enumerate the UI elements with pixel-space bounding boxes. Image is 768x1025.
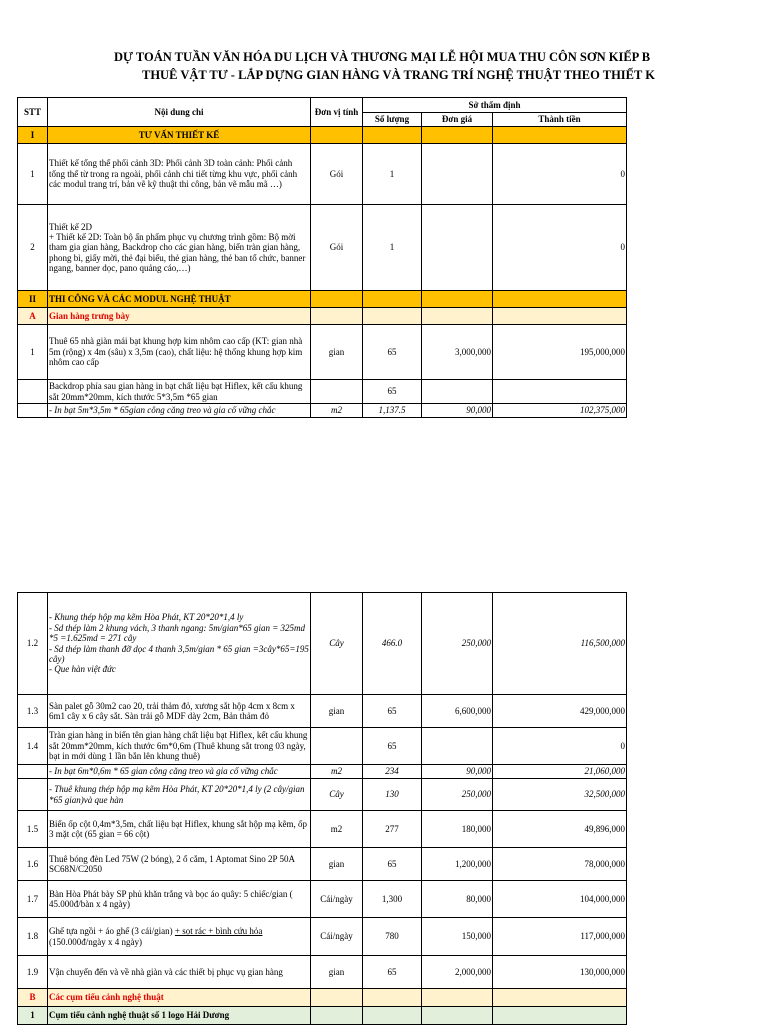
row-content: Tràn gian hàng in biển tên gian hàng chất liệu bạt Hiflex, kết cấu khung sắt 20mm*20mm, kích thước 6m*0,6m (Thuê khung sắt trong 03 ngày, bạt in mới dùng 1 lần bắn lên khung thuê) <box>48 728 311 765</box>
table-row <box>18 127 627 144</box>
row-quantity: 65 <box>363 380 422 404</box>
row-stt: 1.3 <box>18 695 48 728</box>
row-unit: gian <box>311 956 363 989</box>
row-stt: A <box>18 308 48 325</box>
row-quantity <box>363 989 422 1007</box>
row-total: 104,000,000 <box>493 881 627 918</box>
row-unit-price <box>422 205 493 291</box>
row-content: Các cụm tiểu cảnh nghệ thuật <box>48 989 311 1007</box>
row-quantity: 1,300 <box>363 881 422 918</box>
row-total: 130,000,000 <box>493 956 627 989</box>
row-total <box>493 308 627 325</box>
row-quantity: 65 <box>363 848 422 881</box>
document-title-line-2: THUÊ VẬT TƯ - LẮP DỰNG GIAN HÀNG VÀ TRANG TRÍ NGHỆ THUẬT THEO THIẾT K <box>142 68 655 82</box>
table-row <box>18 325 627 380</box>
row-total <box>493 127 627 144</box>
row-content: Thuê 65 nhà giàn mái bạt khung hợp kim nhôm cao cấp (KT: gian nhà 5m (rộng) x 4m (sâu) x 3,5m (cao), chất liệu: hệ thống khung hợp kim nhôm cao cấp <box>48 325 311 380</box>
row-stt: I <box>18 127 48 144</box>
row-quantity: 1 <box>363 144 422 205</box>
row-stt: 1.8 <box>18 918 48 956</box>
row-quantity: 466.0 <box>363 593 422 695</box>
row-unit-price: 1,200,000 <box>422 848 493 881</box>
row-unit: Cây <box>311 779 363 811</box>
row-unit-price <box>422 728 493 765</box>
row-stt <box>18 779 48 811</box>
row-unit <box>311 127 363 144</box>
row-unit-price <box>422 291 493 308</box>
table-row <box>18 695 627 728</box>
row-total <box>493 380 627 404</box>
row-unit-price <box>422 127 493 144</box>
row-total: 49,896,000 <box>493 811 627 848</box>
row-content: Biển ốp cột 0,4m*3,5m, chất liệu bạt Hiflex, khung sắt hộp mạ kẽm, ốp 3 mặt cột (65 gian = 66 cột) <box>48 811 311 848</box>
row-content: Cụm tiểu cảnh nghệ thuật số 1 logo Hải Dương <box>48 1007 311 1025</box>
row-content: - In bạt 6m*0,6m * 65 gian công căng treo và gia cố vững chắc <box>48 765 311 779</box>
table-row <box>18 848 627 881</box>
row-stt: 1 <box>18 1007 48 1025</box>
row-quantity: 1 <box>363 205 422 291</box>
row-stt: 1.4 <box>18 728 48 765</box>
row-content: - Khung thép hộp mạ kẽm Hòa Phát, KT 20*20*1,4 ly - Sd thép làm 2 khung vách, 3 thanh ngang: 5m/gian*65 gian = 325md *5 =1.625md = 271 cây - Sd thép làm thanh đỡ dọc 4 thanh 3,5m/gian * 65 gian =3cây*65=195 cây) - Que hàn việt đức <box>48 593 311 695</box>
row-stt: 2 <box>18 205 48 291</box>
row-unit-price: 250,000 <box>422 779 493 811</box>
row-unit-price <box>422 380 493 404</box>
row-stt: 1 <box>18 144 48 205</box>
row-unit-price <box>422 989 493 1007</box>
row-quantity <box>363 1007 422 1025</box>
row-quantity: 65 <box>363 695 422 728</box>
table-row <box>18 881 627 918</box>
row-stt <box>18 765 48 779</box>
table-row <box>18 144 627 205</box>
table-row <box>18 1007 627 1025</box>
row-unit <box>311 291 363 308</box>
estimate-table-top <box>17 97 627 418</box>
row-unit: Cái/ngày <box>311 918 363 956</box>
row-unit-price: 150,000 <box>422 918 493 956</box>
row-stt: 1.7 <box>18 881 48 918</box>
row-unit <box>311 989 363 1007</box>
row-stt: II <box>18 291 48 308</box>
row-total: 0 <box>493 144 627 205</box>
row-total: 117,000,000 <box>493 918 627 956</box>
row-unit-price: 90,000 <box>422 765 493 779</box>
row-quantity <box>363 291 422 308</box>
row-unit-price: 2,000,000 <box>422 956 493 989</box>
row-total: 78,000,000 <box>493 848 627 881</box>
row-total: 116,500,000 <box>493 593 627 695</box>
table-row <box>18 291 627 308</box>
row-unit <box>311 728 363 765</box>
table-row <box>18 308 627 325</box>
row-unit: m2 <box>311 765 363 779</box>
header-unit: Đơn vị tính <box>311 98 363 127</box>
row-stt: 1.6 <box>18 848 48 881</box>
row-content: Vận chuyển đến và về nhà giàn và các thiết bị phục vụ gian hàng <box>48 956 311 989</box>
row-unit: m2 <box>311 404 363 418</box>
row-total: 429,000,000 <box>493 695 627 728</box>
row-unit-price: 90,000 <box>422 404 493 418</box>
row-content-underlined: + sọt rác + bình cứu hỏa <box>174 926 263 937</box>
row-quantity: 130 <box>363 779 422 811</box>
row-quantity: 65 <box>363 956 422 989</box>
table-row <box>18 779 627 811</box>
row-unit: Cái/ngày <box>311 881 363 918</box>
row-content: Bàn Hòa Phát bày SP phủ khăn trắng và bọc áo quây: 5 chiếc/gian ( 45.000đ/bàn x 4 ngày) <box>48 881 311 918</box>
estimate-table-bottom <box>17 592 627 1025</box>
row-quantity: 780 <box>363 918 422 956</box>
row-total: 21,060,000 <box>493 765 627 779</box>
row-total: 0 <box>493 205 627 291</box>
row-quantity <box>363 308 422 325</box>
header-content: Nội dung chi <box>48 98 311 127</box>
row-unit <box>311 1007 363 1025</box>
row-unit: gian <box>311 325 363 380</box>
table-row <box>18 593 627 695</box>
row-content: Thiết kế tổng thể phối cảnh 3D: Phối cảnh 3D toàn cảnh: Phối cảnh tổng thể từ trong ra ngoài, phối cảnh chi tiết từng khu vực, phối cảnh các modul trang trí, bản vẽ kỹ thuật thi công, bản vẽ mẫu mã …) <box>48 144 311 205</box>
row-stt: 1 <box>18 325 48 380</box>
row-stt: B <box>18 989 48 1007</box>
document-title-line-1: DỰ TOÁN TUẦN VĂN HÓA DU LỊCH VÀ THƯƠNG MẠI LỄ HỘI MUA THU CÔN SƠN KIẾP B <box>114 50 651 64</box>
header-quantity: Số lượng <box>363 113 422 127</box>
table-row <box>18 765 627 779</box>
row-content <box>48 918 311 956</box>
row-unit: gian <box>311 695 363 728</box>
row-quantity <box>363 127 422 144</box>
table-row <box>18 205 627 291</box>
row-unit-price <box>422 1007 493 1025</box>
row-content: Thiết kế 2D + Thiết kế 2D: Toàn bộ ấn phẩm phục vụ chương trình gồm: Bộ mời tham gia gian hàng, Backdrop cho các gian hàng, biển tràn gian hàng, phong bì, giấy mời, thẻ đại biểu, thẻ gian hàng, thẻ ban tổ chức, banner ngang, banner dọc, pano quảng cáo,…) <box>48 205 311 291</box>
row-unit-price <box>422 144 493 205</box>
row-quantity: 65 <box>363 325 422 380</box>
row-unit: Cây <box>311 593 363 695</box>
row-unit-price: 180,000 <box>422 811 493 848</box>
row-quantity: 277 <box>363 811 422 848</box>
row-unit-price: 6,600,000 <box>422 695 493 728</box>
row-quantity: 234 <box>363 765 422 779</box>
row-content: Backdrop phía sau gian hàng in bạt chất liệu bạt Hiflex, kết cấu khung sắt 20mm*20mm, kích thước 5*3,5m *65 gian <box>48 380 311 404</box>
row-total: 0 <box>493 728 627 765</box>
table-row <box>18 989 627 1007</box>
row-content: Gian hàng trưng bày <box>48 308 311 325</box>
row-unit: gian <box>311 848 363 881</box>
table-row <box>18 918 627 956</box>
row-unit-price <box>422 308 493 325</box>
header-total: Thành tiền <box>493 113 627 127</box>
row-total <box>493 1007 627 1025</box>
table-row <box>18 728 627 765</box>
header-stt: STT <box>18 98 48 127</box>
row-quantity: 1,137.5 <box>363 404 422 418</box>
row-total <box>493 291 627 308</box>
row-content: Thuê bóng đèn Led 75W (2 bóng), 2 ổ cắm, 1 Aptomat Sino 2P 50A SC68N/C2050 <box>48 848 311 881</box>
row-content: Sàn palet gỗ 30m2 cao 20, trải thảm đỏ, xương sắt hộp 4cm x 8cm x 6m1 cây x 6 cây sắt. Sàn trải gỗ MDF dày 2cm, Bản thảm đỏ <box>48 695 311 728</box>
row-unit: m2 <box>311 811 363 848</box>
row-content: - In bạt 5m*3,5m * 65gian công căng treo và gia cố vững chắc <box>48 404 311 418</box>
row-stt: 1.2 <box>18 593 48 695</box>
row-total: 102,375,000 <box>493 404 627 418</box>
row-content-tail: (150.000đ/ngày x 4 ngày) <box>49 936 142 947</box>
header-appraisal-group: Sở thẩm định <box>363 98 627 113</box>
row-stt <box>18 380 48 404</box>
row-unit <box>311 308 363 325</box>
row-content: THI CÔNG VÀ CÁC MODUL NGHỆ THUẬT <box>48 291 311 308</box>
row-unit: Gói <box>311 205 363 291</box>
table-row <box>18 380 627 404</box>
row-unit-price: 80,000 <box>422 881 493 918</box>
row-stt: 1.9 <box>18 956 48 989</box>
row-total: 32,500,000 <box>493 779 627 811</box>
table-row <box>18 811 627 848</box>
row-stt <box>18 404 48 418</box>
row-total <box>493 989 627 1007</box>
row-content-text: Ghế tựa ngồi + áo ghế (3 cái/gian) <box>49 926 175 937</box>
row-unit-price: 250,000 <box>422 593 493 695</box>
row-total: 195,000,000 <box>493 325 627 380</box>
row-stt: 1.5 <box>18 811 48 848</box>
row-content: - Thuê khung thép hộp mạ kẽm Hòa Phát, KT 20*20*1,4 ly (2 cây/gian *65 gian)và que hàn <box>48 779 311 811</box>
row-unit <box>311 380 363 404</box>
row-quantity: 65 <box>363 728 422 765</box>
row-content: TƯ VẤN THIẾT KẾ <box>48 127 311 144</box>
row-unit: Gói <box>311 144 363 205</box>
table-row <box>18 404 627 418</box>
row-unit-price: 3,000,000 <box>422 325 493 380</box>
header-unit-price: Đơn giá <box>422 113 493 127</box>
table-row <box>18 956 627 989</box>
